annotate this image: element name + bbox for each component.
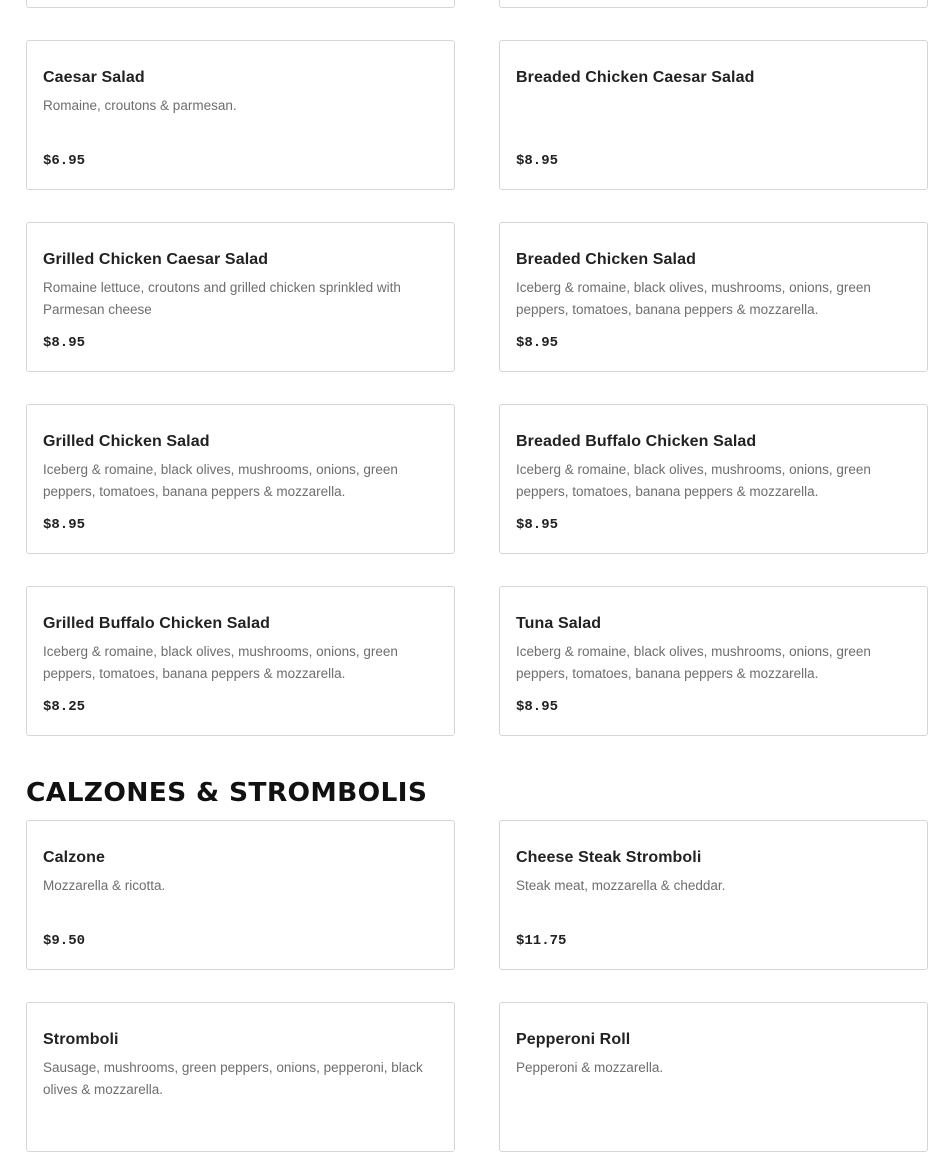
menu-item-card[interactable] [26, 1002, 455, 1152]
menu-item-name: Grilled Buffalo Chicken Salad [43, 615, 270, 632]
menu-item-name: Grilled Chicken Caesar Salad [43, 251, 269, 268]
menu-item-description: Iceberg & romaine, black olives, mushrooms, onions, green peppers, tomatoes, banana peppers & mozzarella. [516, 644, 871, 681]
menu-item-name: Cheese Steak Stromboli [516, 849, 702, 866]
menu-item-price: $8.95 [516, 517, 559, 533]
menu-item-price: $11.75 [516, 933, 567, 949]
menu-item-description: Pepperoni & mozzarella. [516, 1060, 664, 1075]
menu-item-description: Mozzarella & ricotta. [43, 878, 166, 893]
menu-item-card[interactable] [26, 404, 455, 554]
menu-item-price: $8.95 [516, 153, 559, 169]
menu-item-price: $6.95 [43, 153, 86, 169]
menu-item-name: Calzone [43, 849, 106, 866]
menu-item-card[interactable] [499, 40, 928, 190]
menu-item-name: Caesar Salad [43, 69, 145, 86]
menu-item-card[interactable] [26, 820, 455, 970]
menu-item-description: Steak meat, mozzarella & cheddar. [516, 878, 726, 893]
menu-item-card[interactable] [26, 40, 455, 190]
menu-item-card[interactable] [26, 222, 455, 372]
menu-item-description: Iceberg & romaine, black olives, mushrooms, onions, green peppers, tomatoes, banana peppers & mozzarella. [516, 462, 871, 499]
menu-item-name: Pepperoni Roll [516, 1031, 631, 1048]
menu-item-description: Sausage, mushrooms, green peppers, onions, pepperoni, black olives & mozzarella. [43, 1060, 423, 1097]
menu-item-description: Romaine, croutons & parmesan. [43, 98, 237, 113]
menu-item-card[interactable] [499, 404, 928, 554]
menu-item-card[interactable] [499, 222, 928, 372]
menu-item-price: $9.50 [43, 933, 86, 949]
section-heading: CALZONES & STROMBOLIS [26, 778, 428, 808]
menu-item-description: Iceberg & romaine, black olives, mushrooms, onions, green peppers, tomatoes, banana peppers & mozzarella. [516, 280, 871, 317]
menu-item-name: Breaded Chicken Caesar Salad [516, 69, 755, 86]
menu-item-price: $8.95 [43, 335, 86, 351]
menu-item-card[interactable] [26, 586, 455, 736]
menu-item-price: $8.25 [43, 699, 86, 715]
calzones-grid [26, 820, 928, 1152]
menu-item-name: Grilled Chicken Salad [43, 433, 210, 450]
menu-item-card[interactable] [499, 820, 928, 970]
menu-item-description: Iceberg & romaine, black olives, mushrooms, onions, green peppers, tomatoes, banana peppers & mozzarella. [43, 462, 398, 499]
salads-grid [26, 40, 928, 736]
menu-item-description: Romaine lettuce, croutons and grilled chicken sprinkled with Parmesan cheese [43, 280, 401, 317]
menu-item-name: Tuna Salad [516, 615, 602, 632]
menu-item-name: Breaded Buffalo Chicken Salad [516, 433, 757, 450]
menu-item-price: $8.95 [516, 335, 559, 351]
menu-item-price: $8.95 [516, 699, 559, 715]
menu-item-name: Breaded Chicken Salad [516, 251, 696, 268]
menu-item-name: Stromboli [43, 1031, 119, 1048]
menu-item-description: Iceberg & romaine, black olives, mushrooms, onions, green peppers, tomatoes, banana peppers & mozzarella. [43, 644, 398, 681]
menu-item-card[interactable] [499, 1002, 928, 1152]
menu-item-price: $8.95 [43, 517, 86, 533]
menu-item-card[interactable] [499, 586, 928, 736]
